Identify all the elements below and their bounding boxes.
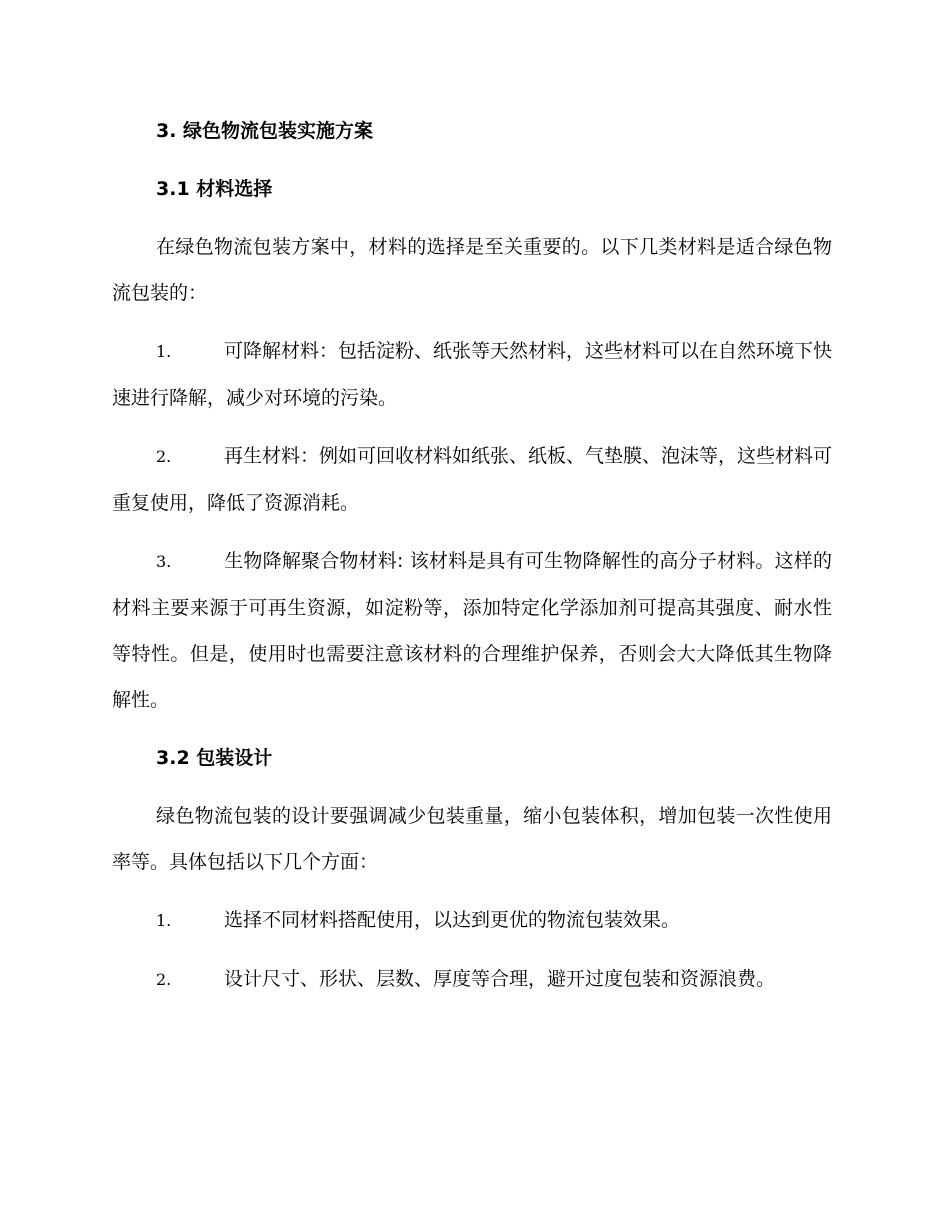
list-item-text: 再生材料：例如可回收材料如纸张、纸板、气垫膜、泡沫等，这些材料可重复使用，降低了资源消耗。 — [112, 445, 833, 514]
list-item-number: 3. — [156, 552, 172, 571]
design-intro-paragraph: 绿色物流包装的设计要强调减少包装重量，缩小包装体积，增加包装一次性使用率等。具体包括以下几个方面： — [112, 805, 832, 873]
list-item — [112, 538, 832, 723]
list-item-number: 2. — [156, 447, 172, 466]
materials-intro-paragraph: 在绿色物流包装方案中，材料的选择是至关重要的。以下几类材料是适合绿色物流包装的： — [112, 236, 832, 304]
section-heading-3-1: 3.1 材料选择 — [156, 178, 273, 200]
list-item-text: 生物降解聚合物材料: 该材料是具有可生物降解性的高分子材料。这样的材料主要来源于可再生资源，如淀粉等，添加特定化学添加剂可提高其强度、耐水性等特性。但是，使用时也需要注意该材料的合理维护保养，否则会大大降低其生物降解性。 — [112, 550, 832, 711]
list-item — [112, 897, 832, 944]
document-content — [112, 108, 832, 1015]
list-item — [112, 433, 832, 526]
list-item-number: 1. — [156, 911, 172, 930]
list-item-text: 设计尺寸、形状、层数、厚度等合理，避开过度包装和资源浪费。 — [224, 968, 776, 990]
section-heading-3: 3. 绿色物流包装实施方案 — [156, 120, 374, 142]
list-item-text: 可降解材料：包括淀粉、纸张等天然材料，这些材料可以在自然环境下快速进行降解，减少对环境的污染。 — [112, 340, 833, 409]
list-item — [112, 328, 832, 421]
list-item-number: 2. — [156, 970, 172, 989]
list-item-text: 选择不同材料搭配使用，以达到更优的物流包装效果。 — [224, 909, 681, 931]
section-heading-3-2: 3.2 包装设计 — [156, 747, 273, 769]
list-item — [112, 956, 832, 1003]
list-item-number: 1. — [156, 342, 172, 361]
